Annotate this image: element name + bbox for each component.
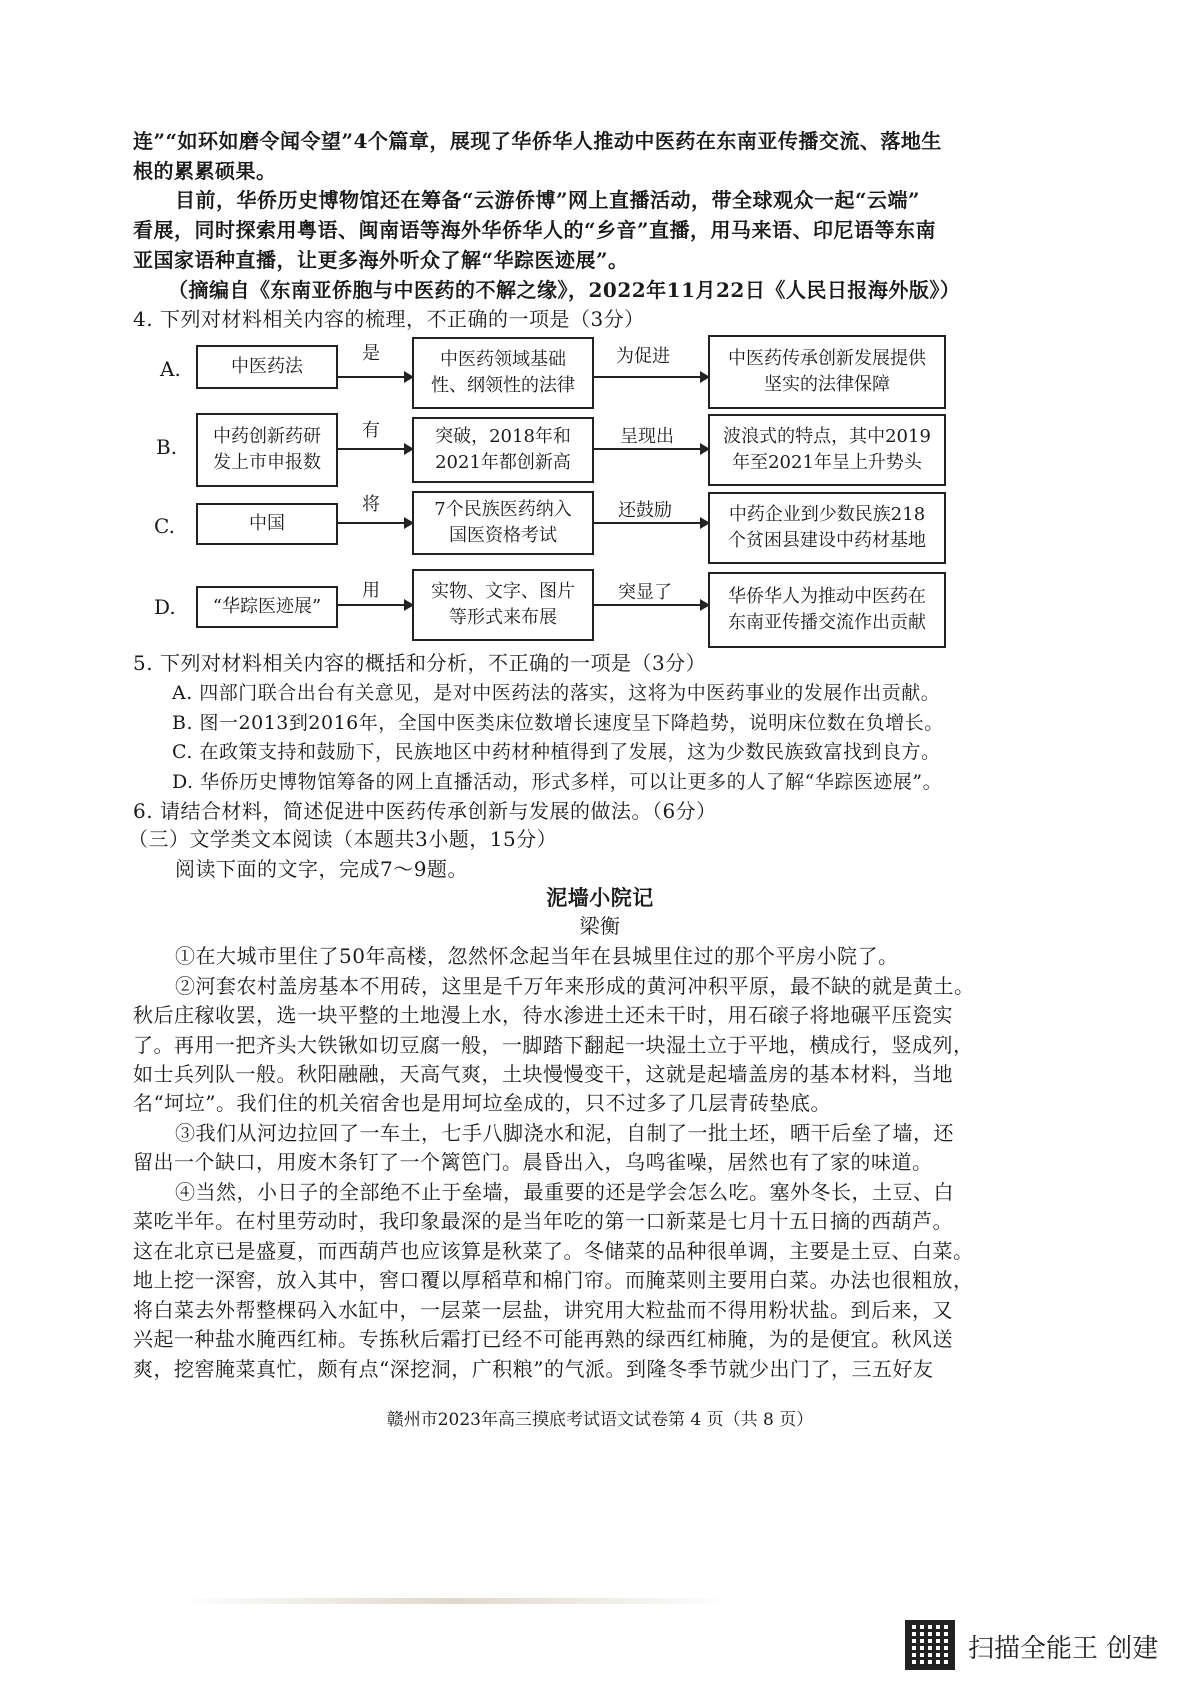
page-footer: 赣州市2023年高三摸底考试语文试卷第 4 页（共 8 页） <box>386 1410 814 1430</box>
row-b-box-2: 突破，2018年和 2021年都创新高 <box>412 417 594 483</box>
row-c-arrow-2 <box>594 522 708 524</box>
row-d-arrow-1 <box>338 604 412 606</box>
essay-line: ②河套农村盖房基本不用砖，这里是千万年来形成的黄河冲积平原，最不缺的就是黄土。 <box>175 974 975 998</box>
essay-line: 名“坷垃”。我们住的机关宿舍也是用坷垃垒成的，只不过多了几层青砖垫底。 <box>133 1091 831 1115</box>
essay-title: 泥墙小院记 <box>546 885 654 910</box>
essay-line: ③我们从河边拉回了一车土，七手八脚浇水和泥，自制了一批土坯，晒干后垒了墙，还 <box>175 1121 954 1145</box>
question-6-stem: 6. 请结合材料，简述促进中医药传承创新与发展的做法。（6分） <box>133 799 717 823</box>
row-a-box-1: 中医药法 <box>196 345 338 389</box>
row-b-arrow-1 <box>338 448 412 450</box>
row-b-box-3: 波浪式的特点，其中2019 年至2021年呈上升势头 <box>708 414 946 486</box>
essay-line: 将白菜去外帮整棵码入水缸中，一层菜一层盐，讲究用大粒盐而不得用粉状盐。到后来，又 <box>133 1298 953 1322</box>
row-d-box-1: “华踪医迹展” <box>196 586 338 628</box>
scan-smudge <box>180 1598 730 1604</box>
option-c: C. 在政策支持和鼓励下，民族地区中药材种植得到了发展，这为少数民族致富找到良方。 <box>172 741 941 763</box>
section-heading: （三）文学类文本阅读（本题共3小题，15分） <box>128 827 558 851</box>
essay-line: 如士兵列队一般。秋阳融融，天高气爽，土块慢慢变干，这就是起墙盖房的基本材料，当地 <box>133 1062 953 1086</box>
row-a-arrow-1-label: 是 <box>362 343 380 364</box>
essay-line: 菜吃半年。在村里劳动时，我印象最深的是当年吃的第一口新菜是七月十五日摘的西葫芦。 <box>133 1209 953 1233</box>
text-line: 根的累累硕果。 <box>133 159 277 183</box>
row-c-box-1: 中国 <box>196 503 338 545</box>
essay-line: 了。再用一把齐头大铁锹如切豆腐一般，一脚踏下翻起一块湿土立于平地，横成行，竖成列， <box>133 1033 974 1057</box>
option-b-label: B. <box>156 435 178 459</box>
row-d-arrow-2-label: 突显了 <box>618 582 672 603</box>
row-d-box-3: 华侨华人为推动中医药在 东南亚传播交流作出贡献 <box>708 572 946 648</box>
scanner-watermark: 扫描全能王 创建 <box>968 1634 1159 1664</box>
text-line: 目前，华侨历史博物馆还在筹备“云游侨博”网上直播活动，带全球观众一起“云端” <box>175 188 921 212</box>
row-a-box-2: 中医药领域基础 性、纲领性的法律 <box>412 337 594 409</box>
option-b: B. 图一2013到2016年，全国中医类床位数增长速度呈下降趋势，说明床位数在负增长。 <box>172 712 944 734</box>
essay-line: 这在北京已是盛夏，而西葫芦也应该算是秋菜了。冬储菜的品种很单调，主要是土豆、白菜。 <box>133 1239 974 1263</box>
row-c-arrow-1-label: 将 <box>362 494 380 515</box>
row-d-arrow-1-label: 用 <box>362 580 380 601</box>
row-b-arrow-2-label: 呈现出 <box>620 426 674 447</box>
essay-line: 秋后庄稼收罢，选一块平整的土地漫上水，待水渗进土还未干时，用石磙子将地碾平压瓷实 <box>133 1003 953 1027</box>
row-a-arrow-1 <box>338 376 412 378</box>
option-d-label: D. <box>154 595 176 619</box>
text-line: 看展，同时探索用粤语、闽南语等海外华侨华人的“乡音”直播，用马来语、印尼语等东南 <box>133 218 937 242</box>
row-c-box-2: 7个民族医药纳入 国医资格考试 <box>412 491 594 555</box>
qr-code-icon <box>905 1620 955 1670</box>
row-a-arrow-2-label: 为促进 <box>616 346 670 367</box>
option-d: D. 华侨历史博物馆筹备的网上直播活动，形式多样，可以让更多的人了解“华踪医迹展”。 <box>172 771 943 793</box>
option-a-label: A. <box>160 357 181 381</box>
essay-line: 兴起一种盐水腌西红柿。专拣秋后霜打已经不可能再熟的绿西红柿腌，为的是便宜。秋风送 <box>133 1327 953 1351</box>
essay-line: ④当然，小日子的全部绝不止于垒墙，最重要的还是学会怎么吃。塞外冬长，土豆、白 <box>175 1180 954 1204</box>
row-c-box-3: 中药企业到少数民族218 个贫困县建设中药材基地 <box>708 492 946 564</box>
essay-line: 地上挖一深窖，放入其中，窖口覆以厚稻草和棉门帘。而腌菜则主要用白菜。办法也很粗放， <box>133 1268 974 1292</box>
source-citation: （摘编自《东南亚侨胞与中医药的不解之缘》，2022年11月22日《人民日报海外版》） <box>168 278 961 302</box>
essay-line: 留出一个缺口，用废木条钉了一个篱笆门。晨昏出入，乌鸣雀噪，居然也有了家的味道。 <box>133 1150 933 1174</box>
essay-author: 梁衡 <box>579 914 621 938</box>
row-c-arrow-2-label: 还鼓励 <box>618 500 672 521</box>
row-a-box-3: 中医药传承创新发展提供 坚实的法律保障 <box>708 335 946 409</box>
question-4-stem: 4. 下列对材料相关内容的梳理，不正确的一项是（3分） <box>133 307 645 331</box>
option-a: A. 四部门联合出台有关意见，是对中医药法的落实，这将为中医药事业的发展作出贡献。 <box>172 682 941 704</box>
row-d-arrow-2 <box>594 604 708 606</box>
text-line: 亚国家语种直播，让更多海外听众了解“华踪医迹展”。 <box>133 248 629 272</box>
essay-line: ①在大城市里住了50年高楼，忽然怀念起当年在县城里住过的那个平房小院了。 <box>175 944 899 968</box>
row-b-arrow-1-label: 有 <box>362 420 380 441</box>
row-c-arrow-1 <box>338 522 412 524</box>
row-a-arrow-2 <box>594 376 708 378</box>
option-c-label: C. <box>154 514 175 538</box>
text-line: 连”“如环如磨令闻令望”4个篇章，展现了华侨华人推动中医药在东南亚传播交流、落地生 <box>133 129 942 153</box>
section-instruction: 阅读下面的文字，完成7～9题。 <box>175 857 468 881</box>
row-b-arrow-2 <box>594 448 708 450</box>
row-b-box-1: 中药创新药研 发上市申报数 <box>196 413 338 487</box>
question-5-stem: 5. 下列对材料相关内容的概括和分析，不正确的一项是（3分） <box>133 651 707 675</box>
essay-line: 爽，挖窖腌菜真忙，颇有点“深挖洞，广积粮”的气派。到隆冬季节就少出门了，三五好友 <box>133 1357 934 1381</box>
row-d-box-2: 实物、文字、图片 等形式来布展 <box>412 569 594 641</box>
